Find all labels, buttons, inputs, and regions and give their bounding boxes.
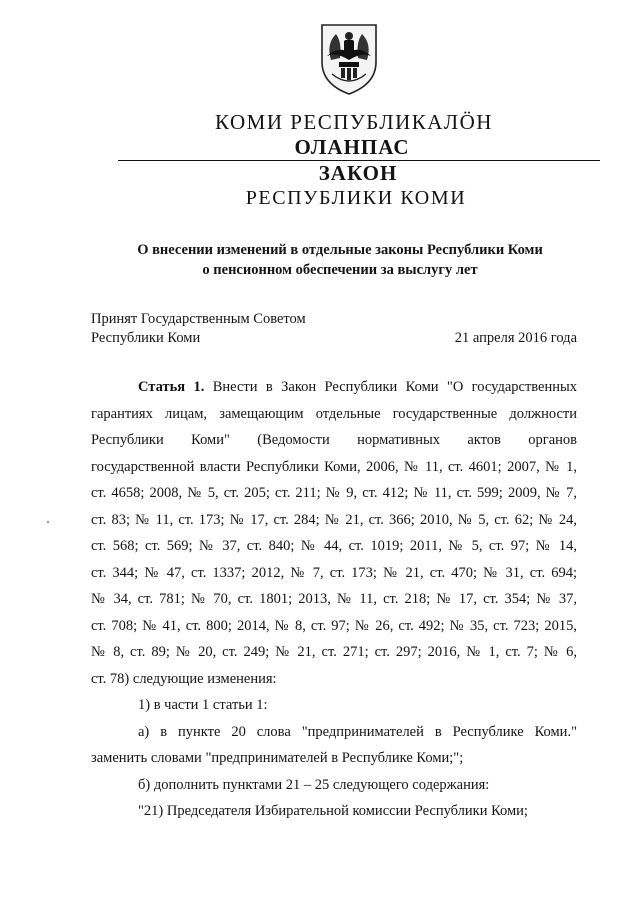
article-line: ст. 708; № 41, ст. 800; 2014, № 8, ст. 97; № 26, ст. 492; № 35, ст. 723; 2015, xyxy=(91,617,577,634)
law-subject-line-1: О внесении изменений в отдельные законы Республики Коми xyxy=(137,242,543,258)
amendment-item-a: а) в пункте 20 слова "предпринимателей в Республике Коми." xyxy=(138,723,577,740)
article-line: ст. 78) следующие изменения: xyxy=(91,670,277,687)
header-komi-republic: КОМИ РЕСПУБЛИКАЛӦН xyxy=(215,110,493,134)
article-line: гарантиях лицам, замещающим отдельные государственные должности xyxy=(91,405,577,422)
article-line: ст. 344; № 47, ст. 1337; 2012, № 7, ст. 173; № 21, ст. 470; № 31, ст. 694; xyxy=(91,564,577,581)
article-line: Республики Коми" (Ведомости нормативных актов органов xyxy=(91,432,577,448)
article-line: № 8, ст. 89; № 20, ст. 249; № 21, ст. 271; ст. 297; 2016, № 1, ст. 7; № 6, xyxy=(91,644,577,660)
law-subject xyxy=(100,240,580,280)
article-line xyxy=(91,374,577,401)
adoption-line-2: Республики Коми xyxy=(91,330,201,346)
header-olanpas: ОЛАНПАС xyxy=(294,135,410,159)
coat-of-arms-emblem xyxy=(318,22,380,96)
law-subject-line-2: о пенсионном обеспечении за выслугу лет xyxy=(202,262,478,278)
article-line: № 34, ст. 781; № 70, ст. 1801; 2013, № 11, ст. 218; № 17, ст. 354; № 37, xyxy=(91,591,577,607)
article-line: государственной власти Республики Коми, 2006, № 11, ст. 4601; 2007, № 1, xyxy=(91,458,577,475)
header-republic-of-komi: РЕСПУБЛИКИ КОМИ xyxy=(245,187,467,209)
adoption-note xyxy=(91,310,306,348)
amendment-item-a-cont: заменить словами "предпринимателей в Республике Коми;"; xyxy=(91,750,464,766)
article-1-body xyxy=(91,374,577,825)
amendment-item-b: б) дополнить пунктами 21 – 25 следующего содержания: xyxy=(138,776,490,793)
margin-mark xyxy=(47,521,49,523)
article-line: ст. 83; № 11, ст. 173; № 17, ст. 284; № 21, ст. 366; 2010, № 5, ст. 62; № 24, xyxy=(91,511,577,528)
article-line: ст. 4658; 2008, № 5, ст. 205; ст. 211; № 9, ст. 412; № 11, ст. 599; 2009, № 7, xyxy=(91,485,577,501)
header-law-title: ЗАКОН xyxy=(318,161,398,185)
adoption-date: 21 апреля 2016 года xyxy=(454,330,577,346)
article-title: Статья 1. xyxy=(138,379,205,395)
amendment-item-21: "21) Председателя Избирательной комиссии Республики Коми; xyxy=(138,803,528,819)
article-line-text: Внести в Закон Республики Коми "О государственных xyxy=(212,379,577,395)
amendment-item-1: 1) в части 1 статьи 1: xyxy=(138,697,268,713)
adoption-line-1: Принят Государственным Советом xyxy=(91,311,306,327)
article-line: ст. 568; ст. 569; № 37, ст. 840; № 44, ст. 1019; 2011, № 5, ст. 97; № 14, xyxy=(91,538,577,554)
